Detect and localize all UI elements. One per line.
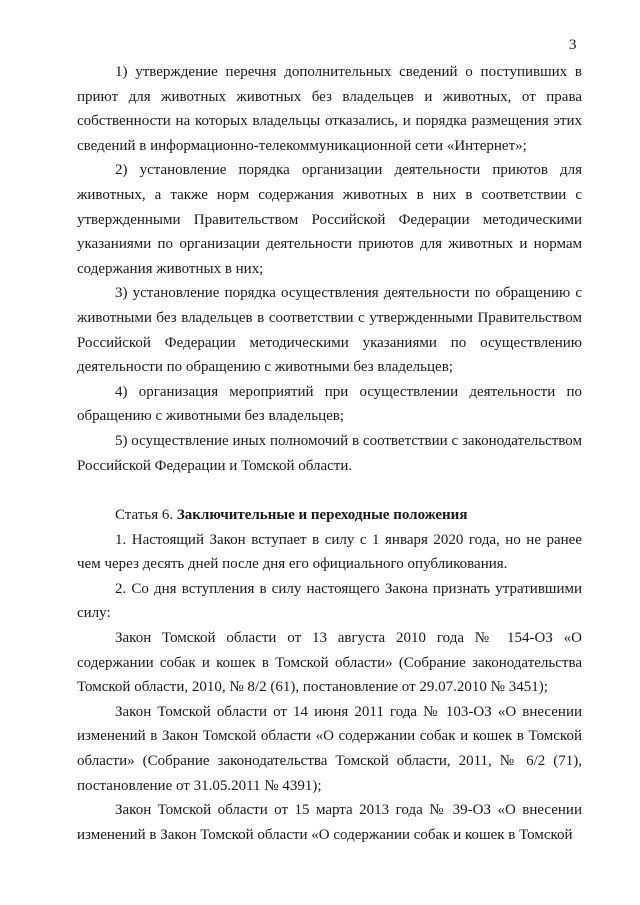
paragraph-law-154: Закон Томской области от 13 августа 2010 года № 154-ОЗ «О содержании собак и кошек в Томской области» (Собрание законодательства Томской области, 2010, № 8/2 (61), постановление от 29.07.2010 № 3451); xyxy=(77,630,582,696)
list-item-4: 4) организация мероприятий при осуществлении деятельности по обращению с животными без владельцев; xyxy=(77,383,582,425)
list-item-3: 3) установление порядка осуществления деятельности по обращению с животными без владельцев в соответствии с утвержденными Правительством Российской Федерации методическими указаниями по осуществлению деятельности по обращению с животными без владельцев; xyxy=(77,285,582,376)
article-title: Заключительные и переходные положения xyxy=(176,507,468,524)
list-item-2: 2) установление порядка организации деятельности приютов для животных, а также норм содержания животных в них в соответствии с утвержденными Правительством Российской Федерации методическими указаниями по организации деятельности приютов для животных и нормам содержания животных в них; xyxy=(77,162,582,277)
paragraph-law-103: Закон Томской области от 14 июня 2011 года № 103-ОЗ «О внесении изменений в Закон Томской области «О содержании собак и кошек в Томской области» (Собрание законодательства Томской области, 2011, № 6/2 (71), постановление от 31.05.2011 № 4391); xyxy=(77,703,582,794)
article-heading xyxy=(77,503,582,528)
document-body xyxy=(77,60,582,847)
list-item-5: 5) осуществление иных полномочий в соответствии с законодательством Российской Федерации и Томской области. xyxy=(77,432,582,474)
article-label: Статья 6. xyxy=(115,507,177,524)
paragraph-law-39: Закон Томской области от 15 марта 2013 года № 39-ОЗ «О внесении изменений в Закон Томской области «О содержании собак и кошек в Томской xyxy=(77,802,582,843)
paragraph-repeal-intro: 2. Со дня вступления в силу настоящего Закона признать утратившими силу: xyxy=(77,580,582,622)
paragraph-effective-date: 1. Настоящий Закон вступает в силу с 1 января 2020 года, но не ранее чем через десять дней после дня его официального опубликования. xyxy=(77,531,582,573)
page-number: 3 xyxy=(569,37,577,53)
list-item-1: 1) утверждение перечня дополнительных сведений о поступивших в приют для животных животных без владельцев и животных, от права собственности на которых владельцы отказались, и порядка размещения этих сведений в информационно-телекоммуникационной сети «Интернет»; xyxy=(77,64,582,154)
